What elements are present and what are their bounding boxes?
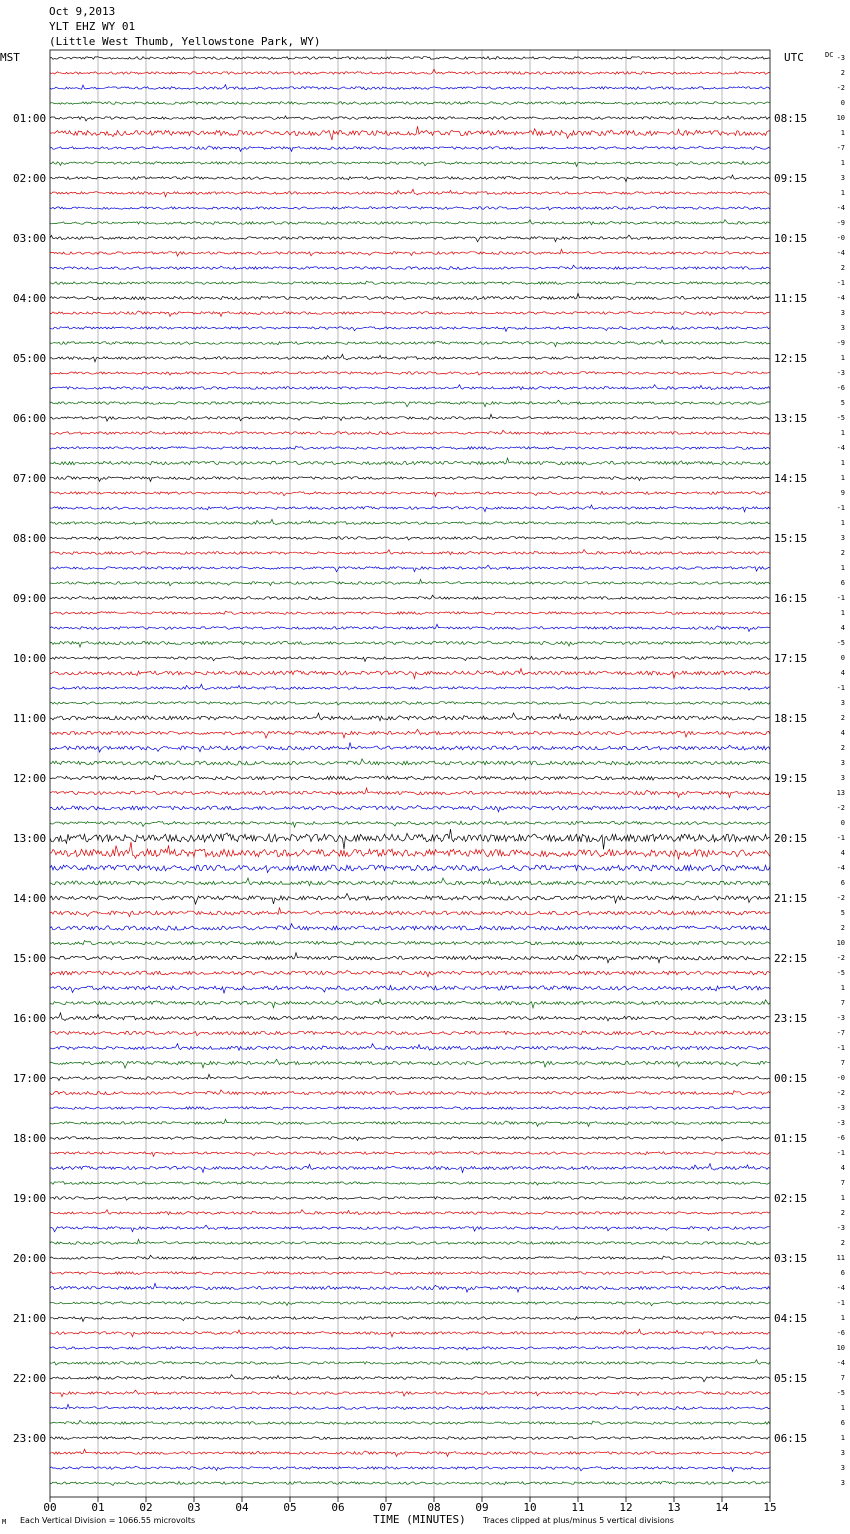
trace-row: [50, 684, 770, 690]
hour-label-left: 10:00: [13, 652, 47, 665]
dc-offset-value: -1: [836, 594, 845, 602]
trace-row: [50, 400, 770, 407]
hour-label-left: 02:00: [13, 172, 47, 185]
trace-row: [50, 742, 770, 752]
dc-offset-value: 4: [840, 849, 845, 857]
x-tick-label: 13: [667, 1501, 681, 1514]
hour-label-right: 23:15: [774, 1012, 808, 1025]
hour-label-right: 21:15: [774, 892, 808, 905]
dc-offset-value: 1: [840, 474, 845, 482]
trace-row: [50, 1360, 770, 1365]
dc-offset-value: 3: [840, 1479, 845, 1487]
trace-row: [50, 385, 770, 390]
trace-row: [50, 1404, 770, 1409]
trace-row: [50, 1119, 770, 1126]
dc-offset-value: -5: [836, 969, 845, 977]
x-tick-label: 07: [379, 1501, 393, 1514]
dc-offset-value: 1: [840, 1404, 845, 1412]
trace-row: [50, 805, 770, 811]
dc-offset-value: -3: [836, 54, 845, 62]
hour-label-right: 05:15: [774, 1372, 808, 1385]
trace-row: [50, 293, 770, 299]
trace-row: [50, 702, 770, 705]
trace-row: [50, 1210, 770, 1215]
dc-offset-value: -4: [836, 444, 845, 452]
dc-offset-value: -4: [836, 294, 845, 302]
trace-row: [50, 189, 770, 197]
hour-label-right: 13:15: [774, 412, 808, 425]
dc-offset-value: 1: [840, 129, 845, 137]
trace-row: [50, 220, 770, 225]
dc-offset-value: 2: [840, 264, 845, 272]
trace-row: [50, 281, 770, 284]
trace-row: [50, 101, 770, 104]
hour-label-right: 11:15: [774, 292, 808, 305]
hour-label-left: 17:00: [13, 1072, 47, 1085]
trace-row: [50, 519, 770, 525]
footer-mark: M: [2, 1518, 7, 1526]
hour-label-right: 01:15: [774, 1132, 808, 1145]
dc-offset-value: -3: [836, 369, 845, 377]
dc-offset-value: -2: [836, 804, 845, 812]
dc-offset-value: 2: [840, 1239, 845, 1247]
trace-row: [50, 878, 770, 886]
hour-label-left: 09:00: [13, 592, 47, 605]
dc-offset-value: 1: [840, 1434, 845, 1442]
trace-row: [50, 1255, 770, 1259]
dc-offset-value: -3: [836, 1104, 845, 1112]
dc-offset-value: 6: [840, 1419, 845, 1427]
dc-offset-value: 3: [840, 1449, 845, 1457]
trace-row: [50, 265, 770, 269]
trace-row: [50, 430, 770, 434]
trace-row: [50, 641, 770, 647]
trace-row: [50, 1316, 770, 1321]
trace-row: [50, 1197, 770, 1200]
trace-row: [50, 970, 770, 976]
dc-offset-value: 6: [840, 879, 845, 887]
trace-row: [50, 326, 770, 331]
hour-label-left: 21:00: [13, 1312, 47, 1325]
dc-offset-value: 1: [840, 354, 845, 362]
hour-label-right: 08:15: [774, 112, 808, 125]
trace-row: [50, 414, 770, 421]
dc-offset-value: -1: [836, 1149, 845, 1157]
trace-row: [50, 126, 770, 140]
dc-offset-value: 4: [840, 729, 845, 737]
x-tick-label: 02: [139, 1501, 153, 1514]
trace-row: [50, 57, 770, 60]
hour-label-left: 05:00: [13, 352, 47, 365]
trace-row: [50, 624, 770, 631]
right-hour-labels: [774, 112, 807, 1445]
trace-row: [50, 458, 770, 465]
dc-offset-value: 2: [840, 714, 845, 722]
dc-offset-value: -1: [836, 1299, 845, 1307]
dc-offset-value: 3: [840, 174, 845, 182]
dc-offset-value: -4: [836, 204, 845, 212]
trace-row: [50, 1044, 770, 1051]
hour-label-right: 10:15: [774, 232, 808, 245]
trace-row: [50, 491, 770, 496]
trace-row: [50, 505, 770, 512]
dc-offset-value: 3: [840, 324, 845, 332]
trace-row: [50, 207, 770, 210]
dc-offset-value: -5: [836, 1389, 845, 1397]
x-tick-label: 12: [619, 1501, 633, 1514]
dc-offset-value: -2: [836, 84, 845, 92]
trace-row: [50, 311, 770, 317]
x-tick-label: 14: [715, 1501, 729, 1514]
dc-offset-value: 2: [840, 1209, 845, 1217]
trace-row: [50, 249, 770, 256]
trace-row: [50, 537, 770, 540]
dc-offset-value: 3: [840, 1464, 845, 1472]
x-tick-label: 15: [763, 1501, 777, 1514]
dc-offset-value: 0: [840, 819, 845, 827]
x-axis-title: TIME (MINUTES): [373, 1513, 466, 1526]
dc-offset-value: 0: [840, 99, 845, 107]
hour-label-right: 15:15: [774, 532, 808, 545]
dc-offset-value: 3: [840, 699, 845, 707]
x-tick-label: 06: [331, 1501, 345, 1514]
hour-label-left: 12:00: [13, 772, 47, 785]
dc-offset-value: 1: [840, 609, 845, 617]
trace-row: [50, 1031, 770, 1035]
hour-label-left: 13:00: [13, 832, 47, 845]
chart-date: Oct 9,2013: [49, 5, 116, 18]
hour-label-left: 23:00: [13, 1432, 47, 1445]
dc-offset-value: 5: [840, 909, 845, 917]
dc-offset-value: 1: [840, 519, 845, 527]
trace-row: [50, 446, 770, 449]
dc-offset-value: -2: [836, 1089, 845, 1097]
hour-label-left: 20:00: [13, 1252, 47, 1265]
hour-label-right: 12:15: [774, 352, 808, 365]
hour-label-right: 17:15: [774, 652, 808, 665]
dc-offset-value: 3: [840, 534, 845, 542]
trace-row: [50, 595, 770, 599]
dc-offset-value: 3: [840, 309, 845, 317]
trace-lines: [50, 57, 770, 1486]
dc-offset-value: 1: [840, 429, 845, 437]
x-tick-label: 11: [571, 1501, 585, 1514]
hour-label-right: 06:15: [774, 1432, 808, 1445]
hour-label-left: 15:00: [13, 952, 47, 965]
dc-offset-value: 7: [840, 1059, 845, 1067]
dc-offset-value: 4: [840, 624, 845, 632]
hour-label-right: 14:15: [774, 472, 808, 485]
trace-row: [50, 340, 770, 347]
trace-row: [50, 69, 770, 74]
dc-offset-value: -9: [836, 219, 845, 227]
trace-row: [50, 1283, 770, 1292]
dc-offset-value: 9: [840, 489, 845, 497]
hour-label-left: 01:00: [13, 112, 47, 125]
dc-offset-value: 4: [840, 669, 845, 677]
dc-offset-value: -5: [836, 639, 845, 647]
hour-label-right: 20:15: [774, 832, 808, 845]
trace-row: [50, 842, 770, 859]
dc-offset-value: 3: [840, 774, 845, 782]
dc-offset-value: 10: [836, 114, 845, 122]
dc-offset-value: 1: [840, 459, 845, 467]
trace-row: [50, 146, 770, 152]
dc-offset-value: -1: [836, 504, 845, 512]
trace-row: [50, 565, 770, 572]
trace-row: [50, 953, 770, 963]
dc-label: DC: [825, 51, 834, 59]
hour-label-left: 08:00: [13, 532, 47, 545]
trace-row: [50, 85, 770, 90]
dc-offset-value: 2: [840, 744, 845, 752]
dc-offset-value: 13: [836, 789, 845, 797]
dc-offset-value: 2: [840, 549, 845, 557]
x-tick-label: 00: [43, 1501, 57, 1514]
trace-row: [50, 1225, 770, 1232]
dc-offset-value: -2: [836, 954, 845, 962]
dc-offset-value: -1: [836, 1044, 845, 1052]
x-tick-label: 01: [91, 1501, 105, 1514]
hour-label-right: 16:15: [774, 592, 808, 605]
dc-offset-value: 7: [840, 1179, 845, 1187]
dc-offset-value: -1: [836, 834, 845, 842]
dc-offset-value: -2: [836, 894, 845, 902]
trace-row: [50, 775, 770, 780]
dc-offset-value: 1: [840, 564, 845, 572]
dc-offset-value: -7: [836, 144, 845, 152]
hour-label-left: 22:00: [13, 1372, 47, 1385]
dc-offset-value: 1: [840, 189, 845, 197]
dc-offset-value: 7: [840, 999, 845, 1007]
trace-row: [50, 829, 770, 849]
trace-row: [50, 611, 770, 614]
hour-label-right: 18:15: [774, 712, 808, 725]
dc-offset-value: -9: [836, 339, 845, 347]
trace-row: [50, 1420, 770, 1424]
hour-label-left: 04:00: [13, 292, 47, 305]
dc-offset-value: 4: [840, 1164, 845, 1172]
trace-row: [50, 924, 770, 931]
hour-label-left: 03:00: [13, 232, 47, 245]
dc-offset-value: -1: [836, 279, 845, 287]
trace-row: [50, 1466, 770, 1471]
hour-label-left: 06:00: [13, 412, 47, 425]
trace-row: [50, 669, 770, 679]
dc-offset-value: 1: [840, 159, 845, 167]
hour-label-left: 19:00: [13, 1192, 47, 1205]
footer-scale-note: Each Vertical Division = 1066.55 microvolts: [20, 1516, 196, 1525]
trace-row: [50, 372, 770, 375]
trace-row: [50, 1390, 770, 1397]
dc-offset-value: -7: [836, 1029, 845, 1037]
dc-offset-value: -3: [836, 1119, 845, 1127]
chart-location: (Little West Thumb, Yellowstone Park, WY): [49, 35, 321, 48]
dc-offset-value: 11: [836, 1254, 845, 1262]
hour-label-left: 11:00: [13, 712, 47, 725]
x-tick-label: 09: [475, 1501, 489, 1514]
trace-row: [50, 354, 770, 362]
x-tick-label: 04: [235, 1501, 249, 1514]
dc-offset-value: 5: [840, 399, 845, 407]
trace-row: [50, 1449, 770, 1456]
hour-label-left: 18:00: [13, 1132, 47, 1145]
trace-row: [50, 1182, 770, 1185]
left-hour-labels: [13, 112, 46, 1445]
hour-label-right: 22:15: [774, 952, 808, 965]
dc-offset-value: 10: [836, 939, 845, 947]
trace-row: [50, 1437, 770, 1440]
trace-row: [50, 759, 770, 765]
dc-offset-value: -5: [836, 414, 845, 422]
hour-label-right: 19:15: [774, 772, 808, 785]
hour-label-right: 00:15: [774, 1072, 808, 1085]
trace-row: [50, 999, 770, 1008]
trace-row: [50, 116, 770, 121]
dc-offset-value: -1: [836, 684, 845, 692]
trace-row: [50, 1301, 770, 1306]
x-tick-label: 05: [283, 1501, 297, 1514]
trace-row: [50, 1151, 770, 1156]
dc-offset-value: -4: [836, 1284, 845, 1292]
trace-row: [50, 894, 770, 905]
dc-offset-value: -0: [836, 234, 845, 242]
trace-row: [50, 907, 770, 916]
footer-clip-note: Traces clipped at plus/minus 5 vertical divisions: [483, 1516, 674, 1525]
right-timezone-label: UTC: [784, 51, 804, 64]
trace-row: [50, 788, 770, 797]
trace-row: [50, 1059, 770, 1068]
dc-offset-value: -3: [836, 1014, 845, 1022]
trace-row: [50, 1136, 770, 1141]
dc-offset-value: 7: [840, 1374, 845, 1382]
dc-offset-value: -6: [836, 384, 845, 392]
trace-row: [50, 1107, 770, 1110]
trace-row: [50, 161, 770, 166]
dc-offset-value: 0: [840, 654, 845, 662]
dc-offset-value: 3: [840, 759, 845, 767]
trace-row: [50, 941, 770, 945]
trace-row: [50, 1164, 770, 1173]
trace-row: [50, 821, 770, 827]
hour-label-right: 09:15: [774, 172, 808, 185]
trace-row: [50, 579, 770, 586]
dc-offset-labels: [837, 54, 845, 1487]
trace-row: [50, 713, 770, 721]
dc-offset-value: 1: [840, 984, 845, 992]
trace-row: [50, 729, 770, 738]
trace-row: [50, 865, 770, 873]
hour-label-left: 16:00: [13, 1012, 47, 1025]
dc-offset-value: -4: [836, 864, 845, 872]
dc-offset-value: 10: [836, 1344, 845, 1352]
dc-offset-value: -4: [836, 249, 845, 257]
dc-offset-value: -6: [836, 1134, 845, 1142]
trace-row: [50, 1329, 770, 1337]
left-timezone-label: MST: [0, 51, 20, 64]
dc-offset-value: 2: [840, 924, 845, 932]
trace-row: [50, 476, 770, 482]
dc-offset-value: 6: [840, 1269, 845, 1277]
trace-row: [50, 656, 770, 661]
dc-offset-value: 1: [840, 1314, 845, 1322]
hour-label-right: 04:15: [774, 1312, 808, 1325]
hour-label-left: 14:00: [13, 892, 47, 905]
dc-offset-value: 1: [840, 1194, 845, 1202]
trace-row: [50, 1013, 770, 1021]
trace-row: [50, 1347, 770, 1350]
trace-row: [50, 1272, 770, 1275]
x-tick-label: 03: [187, 1501, 201, 1514]
trace-row: [50, 1074, 770, 1080]
trace-row: [50, 1239, 770, 1244]
x-tick-labels: [43, 1497, 776, 1514]
dc-offset-value: 2: [840, 69, 845, 77]
trace-row: [50, 1481, 770, 1485]
dc-offset-value: -0: [836, 1074, 845, 1082]
trace-row: [50, 986, 770, 994]
trace-row: [50, 175, 770, 182]
trace-row: [50, 235, 770, 242]
chart-station: YLT EHZ WY 01: [49, 20, 136, 33]
trace-row: [50, 1090, 770, 1095]
dc-offset-value: 6: [840, 579, 845, 587]
x-tick-label: 10: [523, 1501, 537, 1514]
hour-label-right: 02:15: [774, 1192, 808, 1205]
dc-offset-value: -6: [836, 1329, 845, 1337]
hour-label-right: 03:15: [774, 1252, 808, 1265]
hour-label-left: 07:00: [13, 472, 47, 485]
dc-offset-value: -3: [836, 1224, 845, 1232]
trace-row: [50, 1375, 770, 1382]
trace-row: [50, 550, 770, 555]
x-tick-label: 08: [427, 1501, 441, 1514]
dc-offset-value: -4: [836, 1359, 845, 1367]
